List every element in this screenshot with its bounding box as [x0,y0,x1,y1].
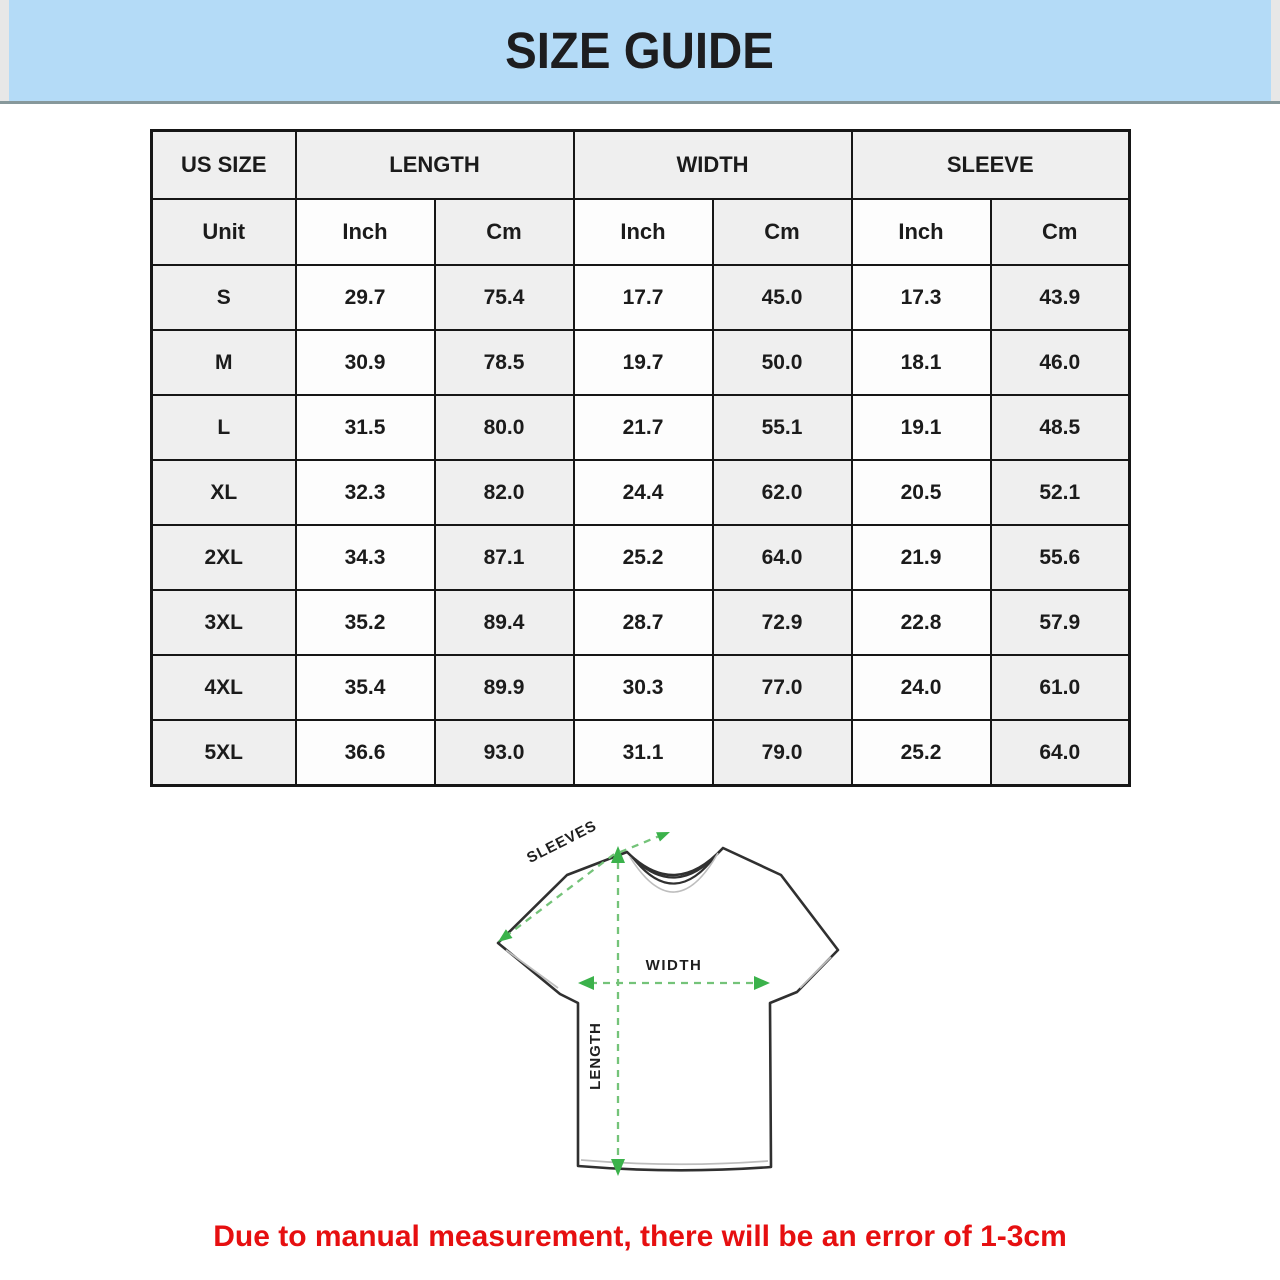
value-cell: 62.0 [713,460,852,525]
value-cell: 18.1 [852,330,991,395]
col-header-sleeve: SLEEVE [852,131,1130,200]
value-cell: 80.0 [435,395,574,460]
value-cell: 87.1 [435,525,574,590]
value-cell: 20.5 [852,460,991,525]
value-cell: 93.0 [435,720,574,786]
value-cell: 17.7 [574,265,713,330]
value-cell: 55.1 [713,395,852,460]
table-row [152,395,1130,460]
value-cell: 57.9 [991,590,1130,655]
unit-cm-sleeve: Cm [991,199,1130,265]
value-cell: 35.2 [296,590,435,655]
value-cell: 19.1 [852,395,991,460]
value-cell: 17.3 [852,265,991,330]
unit-cm-length: Cm [435,199,574,265]
unit-cm-width: Cm [713,199,852,265]
value-cell: 75.4 [435,265,574,330]
value-cell: 29.7 [296,265,435,330]
value-cell: 43.9 [991,265,1130,330]
unit-label: Unit [152,199,296,265]
size-cell: 5XL [152,720,296,786]
value-cell: 64.0 [991,720,1130,786]
value-cell: 46.0 [991,330,1130,395]
value-cell: 22.8 [852,590,991,655]
value-cell: 25.2 [852,720,991,786]
value-cell: 77.0 [713,655,852,720]
size-cell: 3XL [152,590,296,655]
table-row [152,655,1130,720]
size-cell: XL [152,460,296,525]
value-cell: 79.0 [713,720,852,786]
col-header-width: WIDTH [574,131,852,200]
value-cell: 50.0 [713,330,852,395]
length-label: LENGTH [587,1022,604,1090]
col-header-length: LENGTH [296,131,574,200]
value-cell: 36.6 [296,720,435,786]
value-cell: 34.3 [296,525,435,590]
page-title: SIZE GUIDE [505,22,775,79]
table-row [152,330,1130,395]
table-row [152,460,1130,525]
value-cell: 89.9 [435,655,574,720]
value-cell: 24.0 [852,655,991,720]
value-cell: 24.4 [574,460,713,525]
value-cell: 30.9 [296,330,435,395]
value-cell: 52.1 [991,460,1130,525]
size-cell: M [152,330,296,395]
group-header-row [152,131,1130,200]
value-cell: 28.7 [574,590,713,655]
table-row [152,720,1130,786]
value-cell: 21.7 [574,395,713,460]
unit-header-row [152,199,1130,265]
size-cell: S [152,265,296,330]
value-cell: 72.9 [713,590,852,655]
value-cell: 25.2 [574,525,713,590]
table-row [152,265,1130,330]
value-cell: 32.3 [296,460,435,525]
value-cell: 61.0 [991,655,1130,720]
size-cell: 4XL [152,655,296,720]
value-cell: 21.9 [852,525,991,590]
tshirt-outline [498,848,838,1170]
col-header-us-size: US SIZE [152,131,296,200]
tshirt-measurement-diagram [460,798,900,1238]
value-cell: 35.4 [296,655,435,720]
header-bar [0,0,1280,104]
size-table [150,129,1131,787]
value-cell: 48.5 [991,395,1130,460]
value-cell: 89.4 [435,590,574,655]
unit-inch-sleeve: Inch [852,199,991,265]
value-cell: 31.5 [296,395,435,460]
tshirt-diagram-svg [460,798,900,1238]
size-cell: L [152,395,296,460]
measurement-disclaimer: Due to manual measurement, there will be an error of 1-3cm [213,1220,1067,1253]
value-cell: 31.1 [574,720,713,786]
unit-inch-length: Inch [296,199,435,265]
size-cell: 2XL [152,525,296,590]
table-row [152,525,1130,590]
width-label: WIDTH [645,957,703,974]
arrow-right-icon [656,832,670,842]
value-cell: 45.0 [713,265,852,330]
value-cell: 64.0 [713,525,852,590]
value-cell: 82.0 [435,460,574,525]
sleeves-label: SLEEVES [524,817,600,867]
table-row [152,590,1130,655]
value-cell: 19.7 [574,330,713,395]
value-cell: 78.5 [435,330,574,395]
unit-inch-width: Inch [574,199,713,265]
value-cell: 30.3 [574,655,713,720]
value-cell: 55.6 [991,525,1130,590]
